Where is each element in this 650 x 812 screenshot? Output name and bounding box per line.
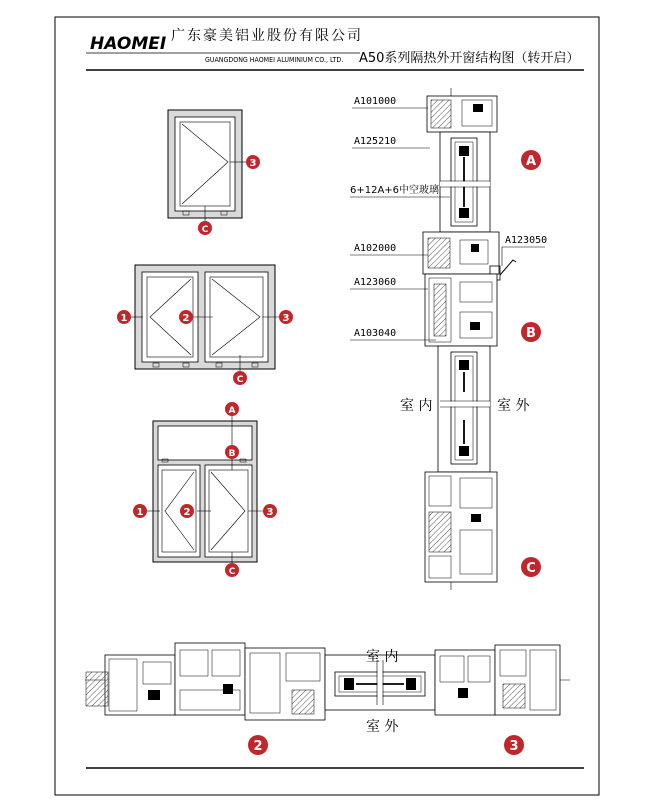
single-casement-elevation <box>168 110 246 225</box>
svg-text:C: C <box>228 567 236 577</box>
marker-c-mid <box>233 371 247 385</box>
part-label-a101000: A101000 <box>354 96 397 107</box>
svg-text:C: C <box>236 375 244 385</box>
outdoor-label-vertical: 室 外 <box>497 398 530 414</box>
company-logo: HAOMEI <box>90 34 167 54</box>
outdoor-label-horizontal: 室 外 <box>366 719 399 735</box>
svg-text:C: C <box>201 225 209 235</box>
part-label-a125210: A125210 <box>354 136 397 147</box>
svg-text:A: A <box>228 406 236 416</box>
transom-casement-elevation <box>145 415 265 570</box>
marker-c-top <box>198 221 212 235</box>
indoor-label-horizontal: 室 内 <box>366 649 399 665</box>
marker-3-mid <box>279 310 293 324</box>
marker-c-bottom <box>225 563 239 577</box>
svg-text:B: B <box>228 449 236 459</box>
marker-c-section <box>521 557 541 577</box>
title-block <box>86 28 584 70</box>
svg-text:3: 3 <box>266 507 274 518</box>
horizontal-section-drawing <box>85 643 570 720</box>
part-label-glass: 6+12A+6中空玻璃 <box>350 185 440 196</box>
company-name-en: GUANGDONG HAOMEI ALUMINIUM CO., LTD. <box>205 56 344 64</box>
double-casement-elevation <box>130 265 280 373</box>
svg-text:1: 1 <box>136 507 144 518</box>
vertical-section-drawing <box>423 88 516 590</box>
drawing-title: A50系列隔热外开窗结构图（转开启） <box>359 51 580 66</box>
svg-text:C: C <box>526 561 536 576</box>
svg-text:2: 2 <box>183 507 191 518</box>
marker-3-top <box>246 155 260 169</box>
marker-1-bottom <box>133 504 147 518</box>
marker-3-section <box>504 735 524 755</box>
svg-text:B: B <box>526 326 536 341</box>
part-label-a103040: A103040 <box>354 328 397 339</box>
marker-2-section <box>248 735 268 755</box>
svg-text:3: 3 <box>249 158 257 169</box>
marker-1-mid <box>117 310 131 324</box>
marker-b-section <box>521 322 541 342</box>
part-label-a123050: A123050 <box>505 235 548 246</box>
svg-text:A: A <box>525 154 537 169</box>
svg-text:1: 1 <box>120 313 128 324</box>
marker-a-bottom <box>225 402 239 416</box>
marker-2-bottom <box>180 504 194 518</box>
marker-2-mid <box>179 310 193 324</box>
marker-a-section <box>521 150 541 170</box>
indoor-label-vertical: 室 内 <box>400 398 433 414</box>
part-label-a123060: A123060 <box>354 277 397 288</box>
svg-text:2: 2 <box>253 739 263 754</box>
svg-text:3: 3 <box>282 313 290 324</box>
company-name-cn: 广东豪美铝业股份有限公司 <box>171 28 363 44</box>
part-label-a102000: A102000 <box>354 243 397 254</box>
svg-text:2: 2 <box>182 313 190 324</box>
marker-b-bottom <box>225 445 239 459</box>
svg-text:3: 3 <box>509 739 519 754</box>
marker-3-bottom <box>263 504 277 518</box>
